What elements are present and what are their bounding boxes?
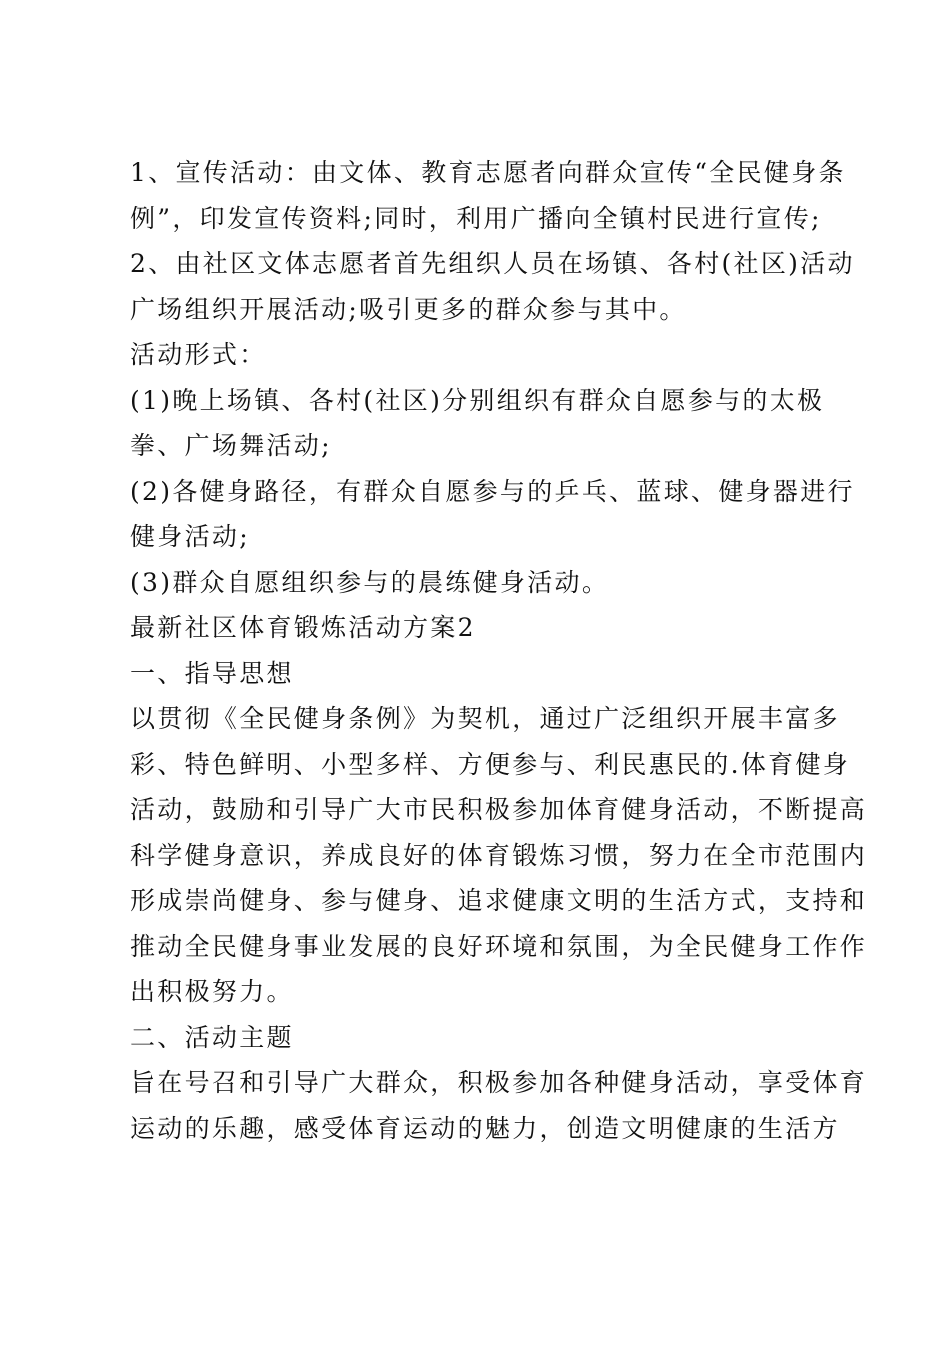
text-line: 活动，鼓励和引导广大市民积极参加体育健身活动，不断提高 (130, 795, 868, 824)
text-line: 健身活动; (130, 522, 250, 551)
text-line: 推动全民健身事业发展的良好环境和氛围，为全民健身工作作 (130, 931, 868, 961)
section-label: 活动形式： (130, 340, 267, 369)
text-line: 运动的乐趣，感受体育运动的魅力，创造文明健康的生活方 (130, 1113, 840, 1143)
text-line: 彩、特色鲜明、小型多样、方便参与、利民惠民的.体育健身 (130, 749, 851, 779)
document-title: 最新社区体育锻炼活动方案2 (130, 613, 476, 642)
text-line: 例”，印发宣传资料;同时，利用广播向全镇村民进行宣传; (130, 203, 822, 233)
text-line: 2、由社区文体志愿者首先组织人员在场镇、各村(社区)活动 (130, 249, 855, 278)
text-line: (1)晚上场镇、各村(社区)分别组织有群众自愿参与的太极 (130, 385, 825, 415)
text-line: (3)群众自愿组织参与的晨练健身活动。 (130, 567, 610, 597)
section-heading: 二、活动主题 (130, 1022, 294, 1052)
text-line: 旨在号召和引导广大群众，积极参加各种健身活动，享受体育 (130, 1068, 868, 1097)
text-line: 拳、广场舞活动; (130, 431, 332, 460)
text-line: 科学健身意识，养成良好的体育锻炼习惯，努力在全市范围内 (130, 840, 868, 870)
text-line: 以贯彻《全民健身条例》为契机，通过广泛组织开展丰富多 (130, 704, 840, 733)
text-line: 形成崇尚健身、参与健身、追求健康文明的生活方式，支持和 (130, 886, 868, 915)
text-line: 1、宣传活动：由文体、教育志愿者向群众宣传“全民健身条 (130, 158, 846, 187)
document-body (130, 150, 868, 1151)
text-line: 广场组织开展活动;吸引更多的群众参与其中。 (130, 294, 687, 324)
section-heading: 一、指导思想 (130, 658, 294, 688)
text-line: 出积极努力。 (130, 977, 294, 1006)
text-line: (2)各健身路径，有群众自愿参与的乒乓、蓝球、健身器进行 (130, 476, 855, 506)
